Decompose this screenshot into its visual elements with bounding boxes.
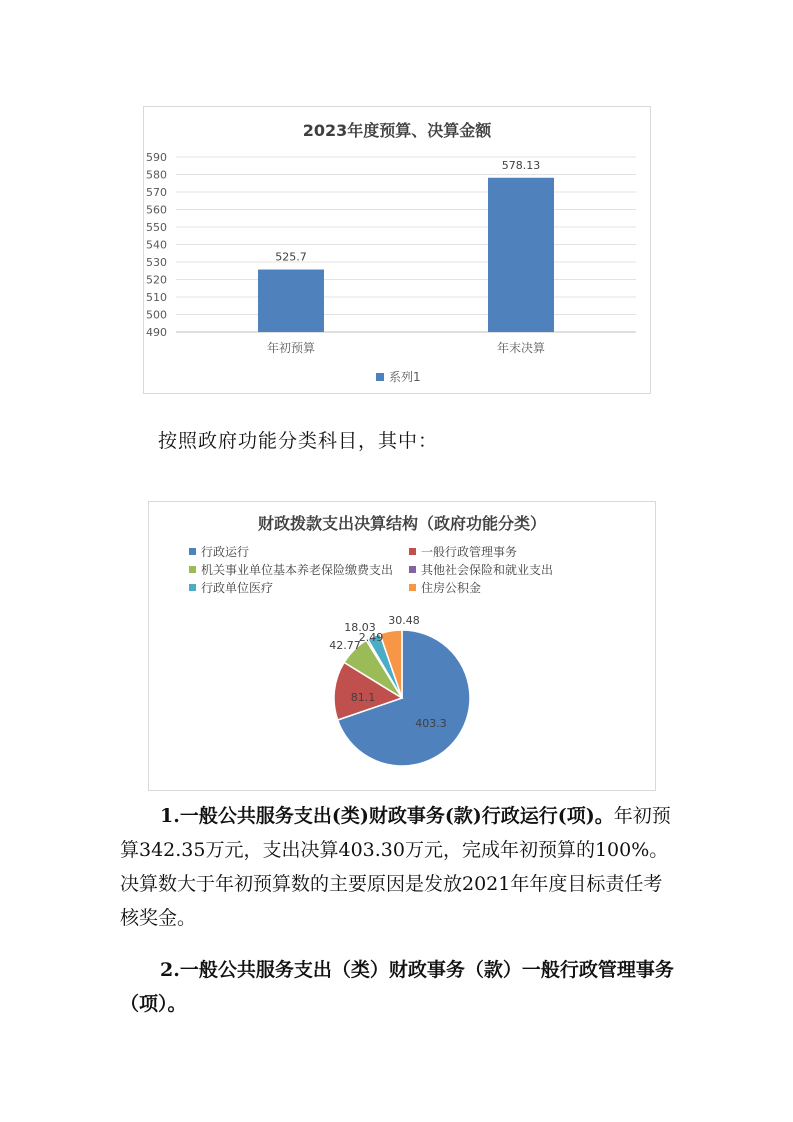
legend-swatch [189,566,196,573]
y-tick-label: 540 [146,238,167,252]
pie-value-label: 42.77 [329,639,361,652]
bar [258,270,324,332]
legend-label: 机关事业单位基本养老保险缴费支出 [201,563,394,577]
y-tick-label: 570 [146,186,167,199]
bar-chart-svg [144,107,650,393]
legend-swatch [409,566,416,573]
y-tick-label: 580 [146,168,167,182]
legend-swatch [189,584,196,591]
pie-value-label: 81.1 [350,691,376,704]
y-tick-label: 550 [146,221,167,234]
y-tick-label: 530 [146,256,167,269]
y-tick-label: 510 [146,291,167,304]
y-tick-label: 490 [146,326,167,339]
paragraph-1-body: 年初预算342.35万元，支出决算403.30万元，完成年初预算的100%。决算数大于年初预算数的主要原因是发放2021年年度目标责任考核奖金。 [120,805,671,929]
bar-value-label: 525.7 [275,250,307,264]
paragraph-1 [120,799,680,935]
legend-swatch [189,548,196,555]
intro-text: 按照政府功能分类科目，其中： [158,430,439,452]
pie-chart-svg [149,502,655,790]
pie-value-label: 30.48 [388,614,420,627]
paragraph-2-heading: 2.一般公共服务支出（类）财政事务（款）一般行政管理事务（项）。 [120,959,674,1015]
y-tick-label: 560 [146,203,167,217]
pie-value-label: 2.49 [358,631,384,644]
bar [488,178,554,332]
paragraph-2 [120,953,680,1021]
y-tick-label: 520 [146,273,167,287]
y-tick-label: 590 [146,151,167,164]
legend-label: 住房公积金 [421,581,482,595]
legend-label: 系列1 [389,370,421,384]
pie-value-label: 403.3 [415,717,447,730]
budget-bar-chart [143,106,651,394]
expenditure-pie-chart [148,501,656,791]
paragraph-1-heading: 1.一般公共服务支出(类)财政事务(款)行政运行(项)。 [160,805,614,827]
pie-value-label: 18.03 [344,621,376,634]
x-category-label: 年初预算 [266,341,316,355]
pie-chart-title: 财政拨款支出决算结构（政府功能分类） [257,514,547,533]
legend-swatch [409,548,416,555]
legend-swatch [376,373,384,381]
bar-chart-title: 2023年度预算、决算金额 [302,121,492,140]
bar-value-label: 578.13 [501,158,541,172]
legend-label: 其他社会保险和就业支出 [421,563,554,577]
legend-label: 一般行政管理事务 [421,545,518,559]
legend-label: 行政运行 [201,545,250,559]
y-tick-label: 500 [146,308,167,322]
legend-swatch [409,584,416,591]
x-category-label: 年末决算 [496,341,546,355]
legend-label: 行政单位医疗 [201,581,274,595]
